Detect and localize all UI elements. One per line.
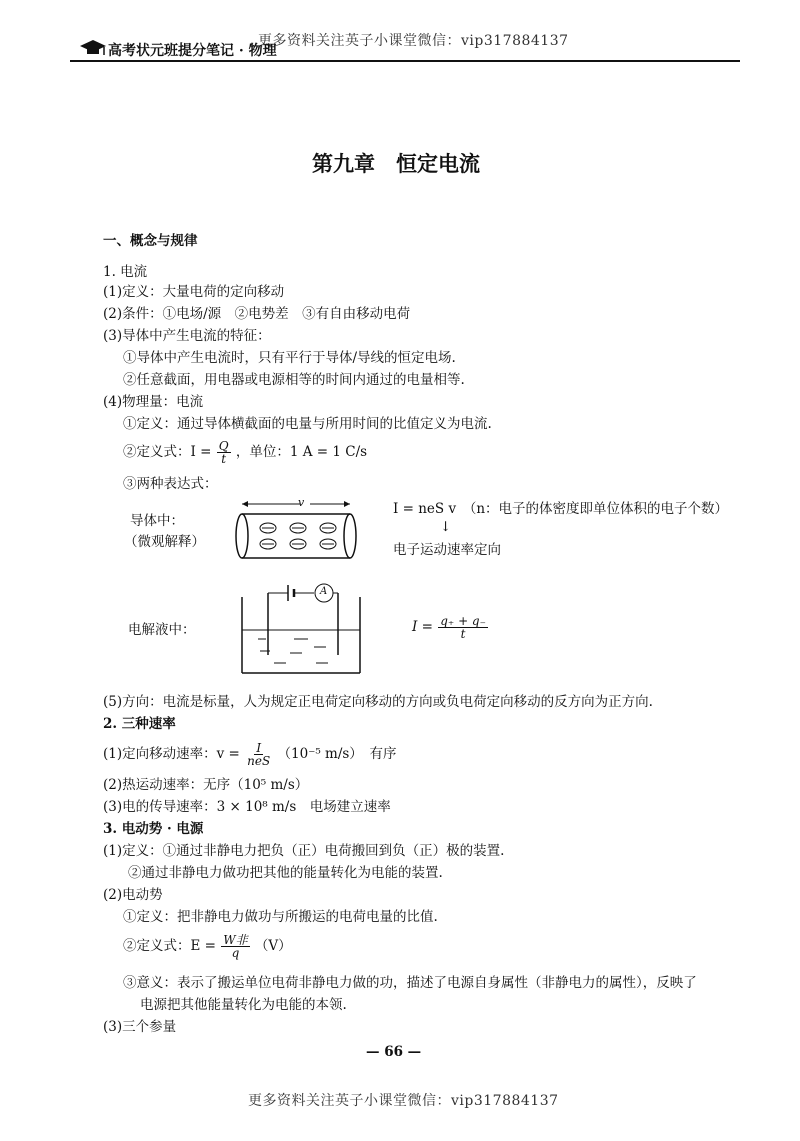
electrolyte-formula: I = $\frac{q_+ + q_-}{t}$ bbox=[412, 614, 486, 641]
text-line: ①定义：把非静电力做功与所搬运的电荷电量的比值. bbox=[123, 909, 438, 925]
text-line: (2)热运动速率：无序（10⁵ m/s） bbox=[103, 777, 309, 793]
chapter-title: 第九章 恒定电流 bbox=[312, 151, 480, 176]
text-line: (4)物理量：电流 bbox=[103, 394, 204, 410]
formula-line: (1)定向移动速率：v = $\frac{I}{\text{neS}}$ （10⁻⁵ m/s） 有序 bbox=[103, 741, 397, 768]
electrolyte-diagram bbox=[230, 575, 370, 679]
conductor-sublabel: （微观解释） bbox=[124, 534, 205, 550]
graduation-cap-icon bbox=[78, 38, 108, 62]
ammeter-label: A bbox=[320, 586, 328, 597]
formula-line: ②定义式：I = $\frac{Q}{t}$ ，单位：1 A = 1 C/s bbox=[123, 439, 368, 466]
text-line: ②任意截面，用电器或电源相等的时间内通过的电量相等. bbox=[123, 372, 465, 388]
text-line: (1)定义：①通过非静电力把负（正）电荷搬回到负（正）极的装置. bbox=[103, 843, 505, 859]
velocity-label: v bbox=[298, 496, 305, 509]
text-line: (5)方向：电流是标量，人为规定正电荷定向移动的方向或负电荷定向移动的反方向为正方向. bbox=[103, 694, 653, 710]
subsection-1-title: 1. 电流 bbox=[103, 264, 148, 280]
text-line: (3)导体中产生电流的特征： bbox=[103, 328, 271, 344]
text-line: (1)定义：大量电荷的定向移动 bbox=[103, 284, 285, 300]
down-arrow-icon: ↓ bbox=[440, 519, 452, 535]
header-rule bbox=[70, 60, 740, 62]
text-line: (3)电的传导速率：3 × 10⁸ m/s 电场建立速率 bbox=[103, 799, 391, 815]
header-title: 高考状元班提分笔记 · 物理 bbox=[108, 43, 277, 59]
text-line: ②通过非静电力做功把其他的能量转化为电能的装置. bbox=[128, 865, 443, 881]
watermark-top: 更多资料关注英子小课堂微信：vip317884137 bbox=[258, 33, 569, 49]
page-number: — 66 — bbox=[366, 1044, 422, 1060]
section-heading: 一、概念与规律 bbox=[103, 233, 198, 249]
subsection-3-title: 3. 电动势 · 电源 bbox=[103, 821, 204, 837]
text-line: (2)电动势 bbox=[103, 887, 163, 903]
text-line: ③意义：表示了搬运单位电荷非静电力做的功，描述了电源自身属性（非静电力的属性），反映了 bbox=[123, 975, 697, 991]
conductor-diagram bbox=[230, 498, 370, 572]
text-line: ①导体中产生电流时，只有平行于导体/导线的恒定电场. bbox=[123, 350, 456, 366]
text-line: (3)三个参量 bbox=[103, 1019, 177, 1035]
text-line: (2)条件：①电场/源 ②电势差 ③有自由移动电荷 bbox=[103, 306, 411, 322]
conductor-label: 导体中： bbox=[130, 513, 184, 529]
formula-line: ②定义式：E = $\frac{\text{W非}}{q}$ （V） bbox=[123, 933, 292, 960]
text-line: ①定义：通过导体横截面的电量与所用时间的比值定义为电流. bbox=[123, 416, 492, 432]
conductor-formula: I = neS v （n：电子的体密度即单位体积的电子个数） bbox=[393, 501, 729, 517]
text-line: 电源把其他能量转化为电能的本领. bbox=[140, 997, 347, 1013]
conductor-note: 电子运动速率定向 bbox=[393, 542, 501, 558]
watermark-bottom: 更多资料关注英子小课堂微信：vip317884137 bbox=[248, 1093, 559, 1109]
text-line: ③两种表达式： bbox=[123, 476, 218, 492]
electrolyte-label: 电解液中： bbox=[128, 622, 196, 638]
subsection-2-title: 2. 三种速率 bbox=[103, 716, 176, 732]
